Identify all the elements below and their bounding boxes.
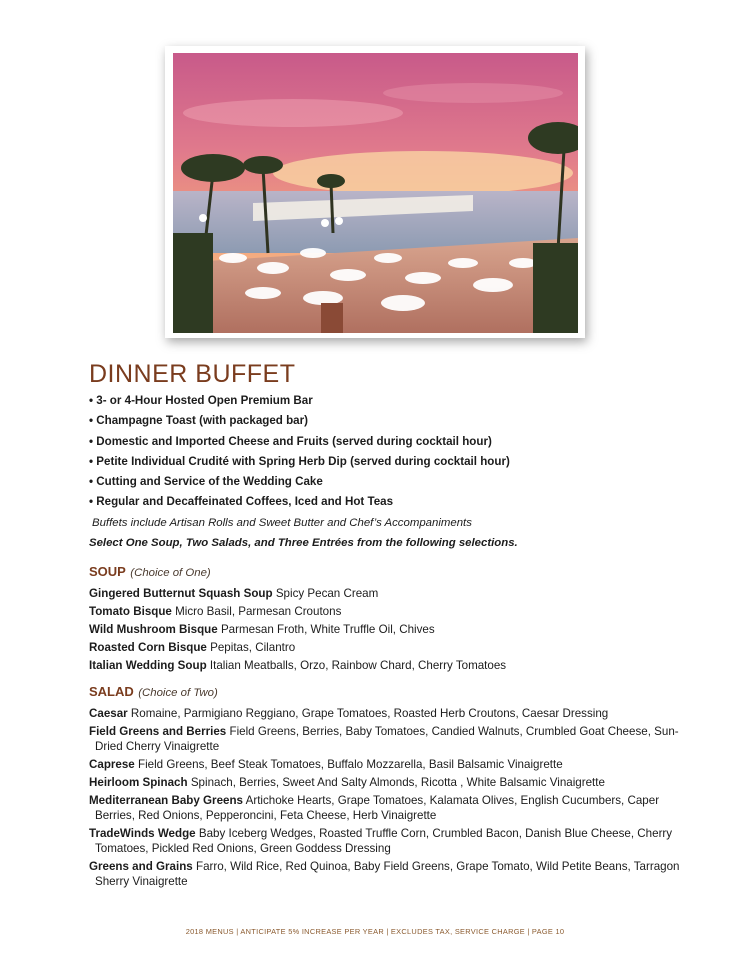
buffet-note: Buffets include Artisan Rolls and Sweet Butter and Chef’s Accompaniments	[92, 516, 472, 529]
salad-item	[89, 859, 689, 889]
item-description: Parmesan Froth, White Truffle Oil, Chives	[220, 622, 435, 636]
item-name: Field Greens and Berries	[89, 724, 227, 738]
salad-item	[89, 793, 689, 823]
soup-item	[89, 640, 689, 655]
soup-section-heading	[89, 561, 689, 584]
item-description: Spinach, Berries, Sweet And Salty Almonds, Ricotta , White Balsamic Vinaigrette	[190, 775, 605, 789]
item-name: Mediterranean Baby Greens	[89, 793, 243, 807]
salad-item	[89, 826, 689, 856]
inclusion-item: • Domestic and Imported Cheese and Fruits (served during cocktail hour)	[89, 434, 492, 448]
inclusion-item: • Petite Individual Crudité with Spring Herb Dip (served during cocktail hour)	[89, 454, 510, 468]
salad-item	[89, 724, 689, 754]
salad-choice-note: (Choice of Two)	[138, 686, 218, 699]
item-name: Greens and Grains	[89, 859, 193, 873]
item-name: Italian Wedding Soup	[89, 658, 207, 672]
soup-item	[89, 586, 689, 601]
sunset-terrace-photo	[173, 53, 578, 333]
selection-instruction: Select One Soup, Two Salads, and Three Entrées from the following selections.	[89, 536, 518, 549]
item-description: Field Greens, Berries, Baby Tomatoes, Candied Walnuts, Crumbled Goat Cheese, Sun-Dried Cherry Vinaigrette	[95, 724, 679, 753]
salad-item	[89, 775, 689, 790]
soup-item	[89, 622, 689, 637]
item-description: Farro, Wild Rice, Red Quinoa, Baby Field Greens, Grape Tomato, Wild Petite Beans, Tarragon Sherry Vinaigrette	[95, 859, 680, 888]
salad-section-heading	[89, 681, 689, 704]
item-name: Caprese	[89, 757, 135, 771]
inclusion-item: • Cutting and Service of the Wedding Cake	[89, 475, 323, 489]
salad-heading: SALAD	[89, 683, 134, 699]
menu-content	[89, 391, 689, 892]
item-description: Artichoke Hearts, Grape Tomatoes, Kalamata Olives, English Cucumbers, Caper Berries, Red Onions, Pepperoncini, Feta Cheese, Herb Vinaigrette	[95, 793, 660, 822]
item-name: Heirloom Spinach	[89, 775, 188, 789]
soup-item	[89, 658, 689, 673]
item-name: Roasted Corn Bisque	[89, 640, 207, 654]
soup-item	[89, 604, 689, 619]
venue-photo-frame	[165, 46, 585, 338]
salad-item	[89, 757, 689, 772]
soup-heading: SOUP	[89, 563, 126, 579]
item-description: Italian Meatballs, Orzo, Rainbow Chard, Cherry Tomatoes	[209, 658, 507, 672]
item-name: Caesar	[89, 706, 128, 720]
item-name: TradeWinds Wedge	[89, 826, 196, 840]
inclusion-item: • Regular and Decaffeinated Coffees, Iced and Hot Teas	[89, 495, 394, 509]
item-description: Romaine, Parmigiano Reggiano, Grape Tomatoes, Roasted Herb Croutons, Caesar Dressing	[130, 706, 609, 720]
inclusion-item: • Champagne Toast (with packaged bar)	[89, 414, 309, 428]
salad-item	[89, 706, 689, 721]
item-name: Gingered Butternut Squash Soup	[89, 586, 273, 600]
page-title: DINNER BUFFET	[89, 360, 296, 388]
inclusion-item: • 3- or 4-Hour Hosted Open Premium Bar	[89, 394, 313, 407]
item-description: Micro Basil, Parmesan Croutons	[175, 604, 342, 618]
soup-choice-note: (Choice of One)	[130, 566, 211, 579]
page-footer: 2018 MENUS | ANTICIPATE 5% INCREASE PER YEAR | EXCLUDES TAX, SERVICE CHARGE | PAGE 10	[185, 927, 565, 936]
item-description: Pepitas, Cilantro	[210, 640, 296, 654]
item-description: Spicy Pecan Cream	[275, 586, 379, 600]
item-description: Baby Iceberg Wedges, Roasted Truffle Corn, Crumbled Bacon, Danish Blue Cheese, Cherry Tomatoes, Pickled Red Onions, Green Goddess Dressing	[95, 826, 673, 855]
item-name: Wild Mushroom Bisque	[89, 622, 218, 636]
item-description: Field Greens, Beef Steak Tomatoes, Buffalo Mozzarella, Basil Balsamic Vinaigrette	[138, 757, 563, 771]
item-name: Tomato Bisque	[89, 604, 172, 618]
